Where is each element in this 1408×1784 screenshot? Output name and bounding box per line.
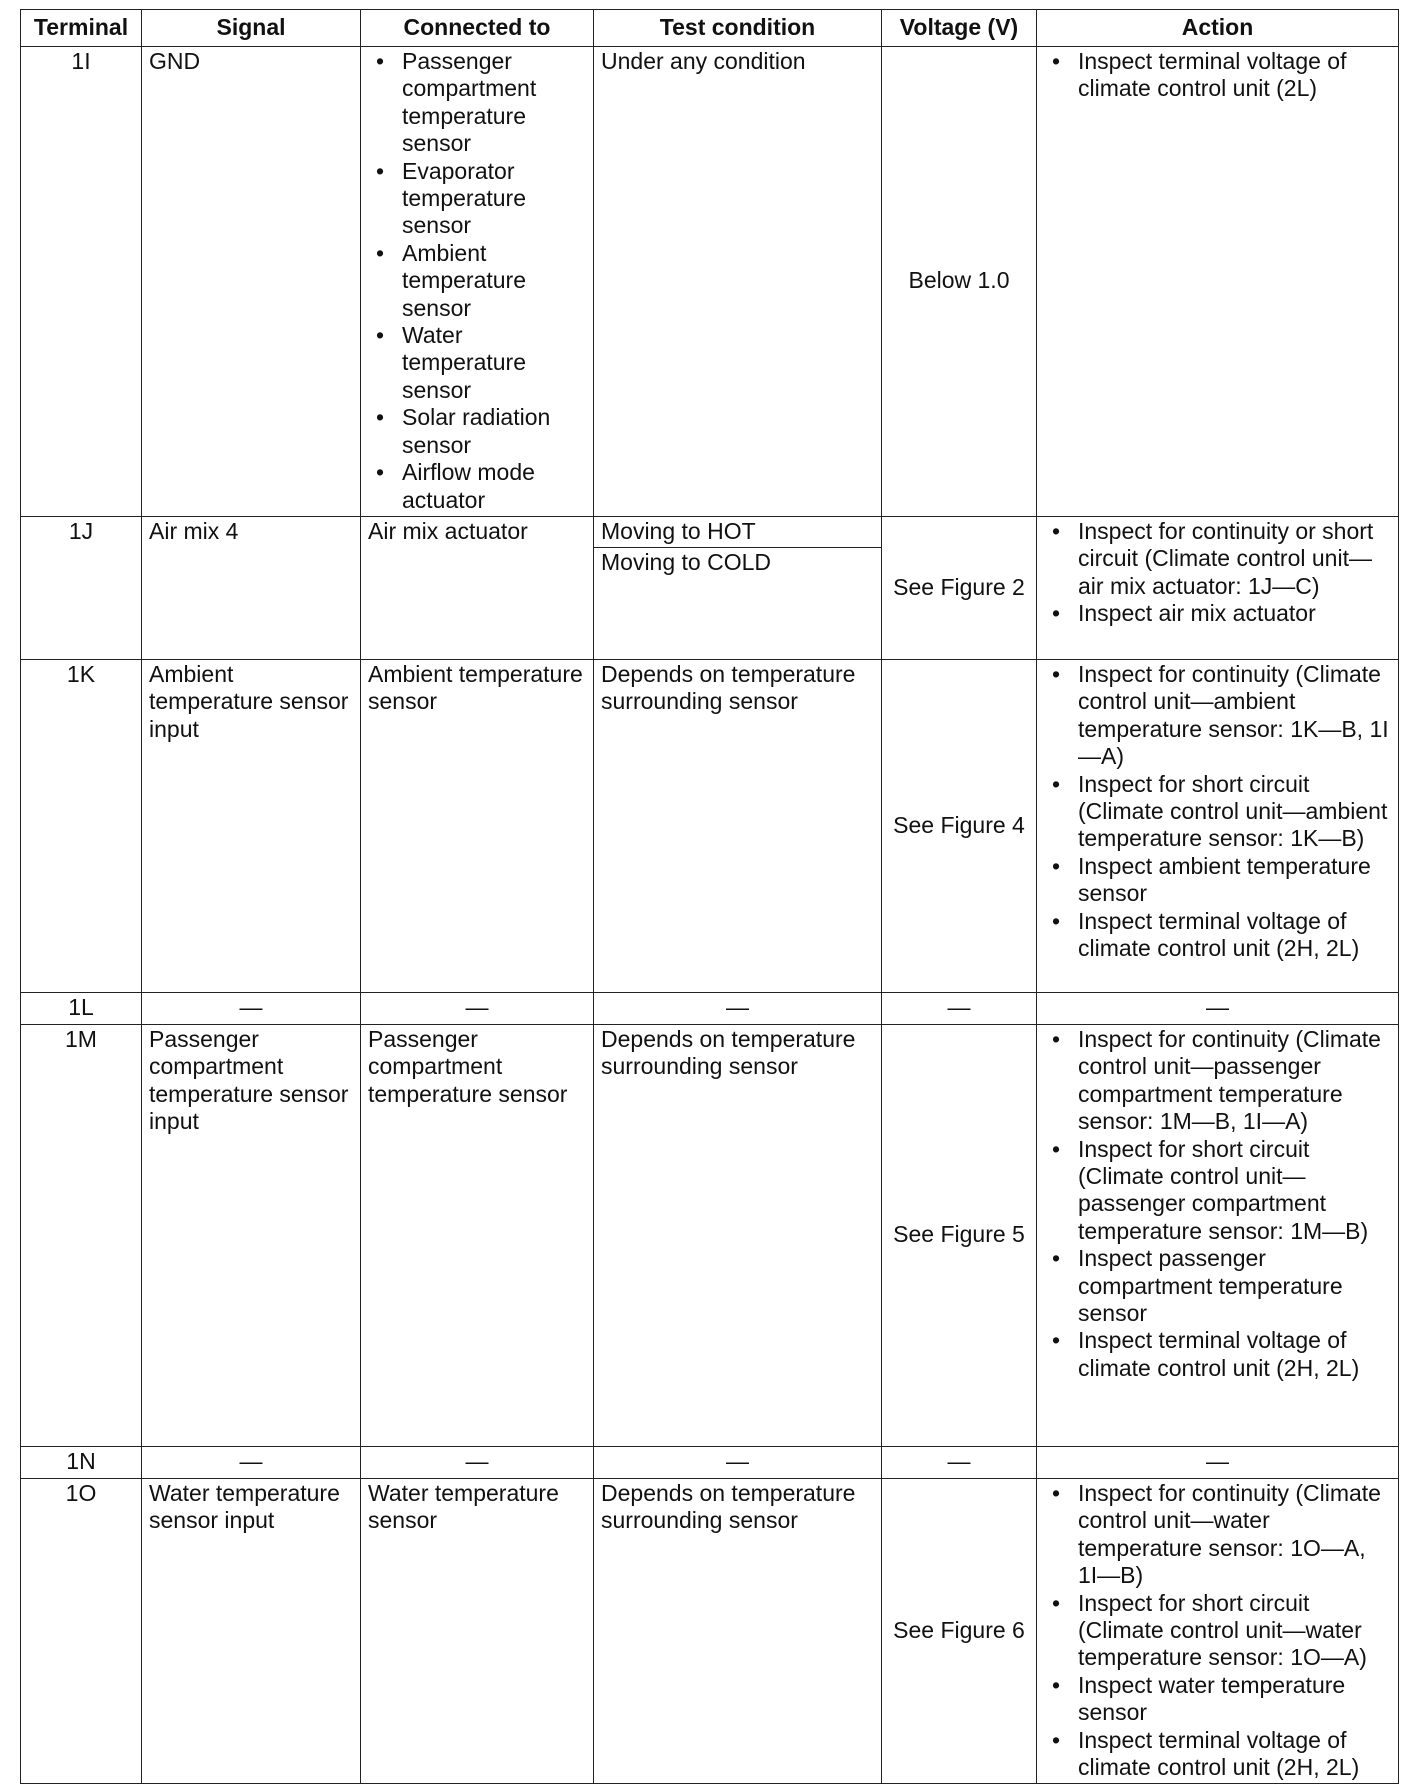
cell-test-condition: Depends on temperature surrounding sensor (594, 659, 882, 992)
list-item-text: Inspect for continuity (Climate control unit—ambient temperature sensor: 1K—B, 1I—A) (1078, 660, 1389, 770)
cell-terminal: 1K (21, 659, 142, 992)
list-item-text: Inspect air mix actuator (1078, 600, 1316, 627)
list-item-text: Airflow mode actuator (402, 459, 535, 513)
list-item (1052, 852, 1391, 908)
bullet-icon: • (1052, 1726, 1061, 1753)
cell-action (1037, 47, 1399, 517)
cell-action: — (1037, 992, 1399, 1024)
list-item-text: Water temperature sensor (402, 322, 527, 403)
list-item (1052, 1327, 1391, 1382)
list-item (1052, 1025, 1391, 1136)
cell-test-condition: — (594, 992, 882, 1024)
cell-voltage: — (882, 1446, 1037, 1478)
list-item (1052, 1135, 1391, 1246)
cell-terminal: 1N (21, 1446, 142, 1478)
bullet-icon: • (376, 404, 385, 431)
list-item-text: Inspect ambient temperature sensor (1078, 852, 1371, 907)
action-list (1044, 518, 1391, 628)
list-item-text: Inspect for continuity or short circuit (Climate control unit—air mix actuator: 1J—C) (1078, 517, 1374, 599)
table-row (21, 516, 1399, 659)
list-item (1052, 48, 1391, 103)
list-item (1052, 600, 1391, 627)
cell-voltage: Below 1.0 (882, 47, 1037, 517)
test-condition-hot: Moving to HOT (594, 517, 881, 548)
cell-terminal: 1L (21, 992, 142, 1024)
list-item-text: Evaporator temperature sensor (402, 157, 527, 239)
cell-terminal: 1O (21, 1478, 142, 1783)
table-row (21, 992, 1399, 1024)
cell-signal: — (142, 1446, 361, 1478)
cell-test-condition (594, 516, 882, 659)
cell-connected-to: Passenger compartment temperature sensor (361, 1024, 594, 1446)
cell-signal: — (142, 992, 361, 1024)
cell-action (1037, 659, 1399, 992)
bullet-icon: • (1052, 1025, 1061, 1052)
cell-signal: Air mix 4 (142, 516, 361, 659)
action-list (1044, 48, 1391, 103)
table-row (21, 1478, 1399, 1783)
list-item (376, 404, 586, 459)
header-connected-to: Connected to (361, 10, 594, 47)
cell-voltage: — (882, 992, 1037, 1024)
bullet-icon: • (1052, 1589, 1061, 1616)
list-item (1052, 1479, 1391, 1590)
cell-voltage: See Figure 5 (882, 1024, 1037, 1446)
cell-voltage: See Figure 4 (882, 659, 1037, 992)
bullet-icon: • (1052, 1245, 1061, 1272)
bullet-icon: • (1052, 1327, 1061, 1354)
bullet-icon: • (376, 157, 385, 184)
bullet-icon: • (1052, 1479, 1061, 1506)
cell-signal: Ambient temperature sensor input (142, 659, 361, 992)
list-item (1052, 1245, 1391, 1327)
cell-signal: Passenger compartment temperature sensor input (142, 1024, 361, 1446)
cell-terminal: 1J (21, 516, 142, 659)
list-item (1052, 907, 1391, 963)
action-list (1044, 661, 1391, 962)
test-condition-cold: Moving to COLD (601, 549, 772, 576)
header-test-condition: Test condition (594, 10, 882, 47)
cell-signal: GND (142, 47, 361, 517)
header-voltage: Voltage (V) (882, 10, 1037, 47)
bullet-icon: • (376, 322, 385, 349)
list-item-text: Ambient temperature sensor (402, 239, 527, 321)
header-action: Action (1037, 10, 1399, 47)
cell-action: — (1037, 1446, 1399, 1478)
bullet-icon: • (376, 48, 385, 74)
list-item-text: Solar radiation sensor (402, 404, 551, 458)
bullet-icon: • (1052, 517, 1061, 544)
list-item-text: Inspect water temperature sensor (1078, 1671, 1346, 1726)
cell-connected-to: Ambient temperature sensor (361, 659, 594, 992)
cell-terminal: 1I (21, 47, 142, 517)
cell-terminal: 1M (21, 1024, 142, 1446)
terminal-voltage-table (20, 9, 1399, 1784)
list-item (1052, 770, 1391, 853)
bullet-icon: • (1052, 907, 1061, 934)
list-item-text: Inspect terminal voltage of climate control unit (2H, 2L) (1078, 1327, 1360, 1381)
connected-list (368, 48, 586, 514)
list-item (1052, 1589, 1391, 1672)
cell-connected-to (361, 47, 594, 517)
header-terminal: Terminal (21, 10, 142, 47)
list-item (376, 157, 586, 240)
header-signal: Signal (142, 10, 361, 47)
cell-test-condition: Under any condition (594, 47, 882, 517)
table-row (21, 1446, 1399, 1478)
list-item (1052, 1671, 1391, 1727)
bullet-icon: • (1052, 1135, 1061, 1162)
list-item (376, 459, 586, 514)
list-item (1052, 517, 1391, 600)
action-list (1044, 1026, 1391, 1382)
bullet-icon: • (1052, 48, 1061, 74)
bullet-icon: • (1052, 600, 1061, 627)
bullet-icon: • (376, 459, 385, 486)
cell-signal: Water temperature sensor input (142, 1478, 361, 1783)
cell-voltage: See Figure 2 (882, 516, 1037, 659)
cell-action (1037, 1024, 1399, 1446)
cell-connected-to: — (361, 992, 594, 1024)
action-list (1044, 1480, 1391, 1781)
cell-test-condition: — (594, 1446, 882, 1478)
list-item (376, 239, 586, 322)
cell-connected-to: Air mix actuator (361, 516, 594, 659)
list-item-text: Inspect terminal voltage of climate control unit (2H, 2L) (1078, 907, 1360, 961)
bullet-icon: • (376, 239, 385, 266)
cell-connected-to: Water temperature sensor (361, 1478, 594, 1783)
cell-test-condition: Depends on temperature surrounding sensor (594, 1024, 882, 1446)
list-item-text: Inspect terminal voltage of climate control unit (2H, 2L) (1078, 1726, 1360, 1780)
list-item-text: Passenger compartment temperature sensor (402, 48, 537, 157)
bullet-icon: • (1052, 1671, 1061, 1698)
list-item-text: Inspect for short circuit (Climate control unit—water temperature sensor: 1O—A) (1078, 1589, 1367, 1671)
cell-action (1037, 1478, 1399, 1783)
list-item-text: Inspect for continuity (Climate control unit—passenger compartment temperature sensor: 1M—B, 1I—A) (1078, 1025, 1381, 1135)
list-item-text: Inspect for continuity (Climate control unit—water temperature sensor: 1O—A, 1I—B) (1078, 1479, 1381, 1589)
list-item-text: Inspect terminal voltage of climate control unit (2L) (1078, 48, 1347, 102)
table-row (21, 1024, 1399, 1446)
cell-action (1037, 516, 1399, 659)
list-item-text: Inspect passenger compartment temperature sensor (1078, 1245, 1343, 1326)
cell-test-condition: Depends on temperature surrounding sensor (594, 1478, 882, 1783)
table-row (21, 659, 1399, 992)
bullet-icon: • (1052, 852, 1061, 879)
list-item (376, 322, 586, 404)
table-row (21, 47, 1399, 517)
list-item (376, 48, 586, 158)
bullet-icon: • (1052, 770, 1061, 797)
list-item (1052, 1726, 1391, 1782)
cell-connected-to: — (361, 1446, 594, 1478)
cell-voltage: See Figure 6 (882, 1478, 1037, 1783)
header-row (21, 10, 1399, 47)
list-item-text: Inspect for short circuit (Climate control unit—ambient temperature sensor: 1K—B) (1078, 770, 1388, 852)
list-item (1052, 660, 1391, 771)
list-item-text: Inspect for short circuit (Climate control unit—passenger compartment temperature sensor: 1M—B) (1078, 1135, 1369, 1244)
bullet-icon: • (1052, 660, 1061, 687)
